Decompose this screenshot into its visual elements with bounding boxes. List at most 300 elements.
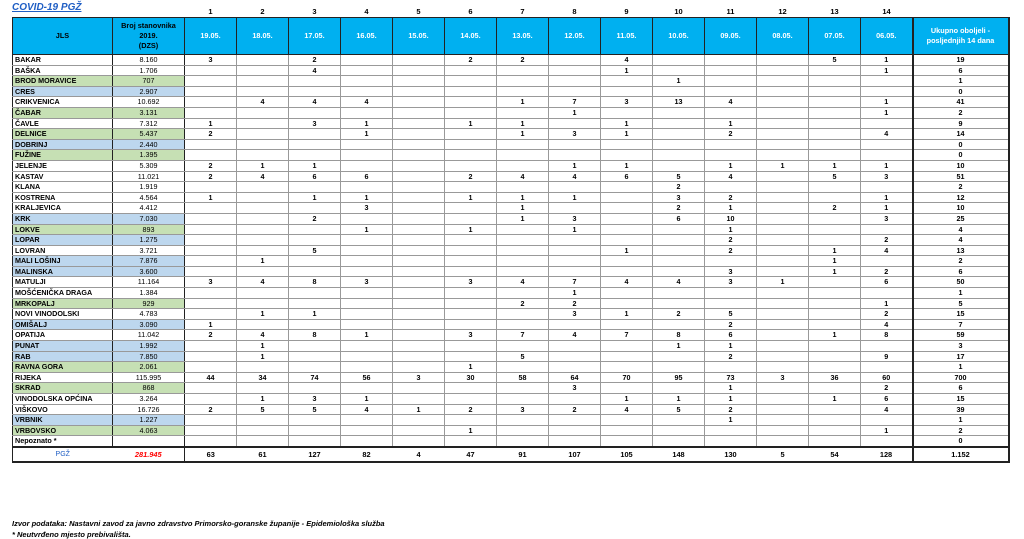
daily-cases-cell [289,150,341,161]
table-row [13,139,1009,150]
daily-cases-cell [393,266,445,277]
daily-cases-cell [705,288,757,299]
daily-cases-cell [185,298,237,309]
daily-cases-cell: 4 [705,171,757,182]
municipality-name: BAKAR [13,55,113,66]
daily-cases-cell [393,309,445,320]
daily-cases-cell: 1 [861,107,913,118]
daily-cases-cell [601,383,653,394]
daily-cases-cell [549,203,601,214]
daily-cases-cell: 2 [549,404,601,415]
daily-cases-cell [549,394,601,405]
daily-cases-cell [341,425,393,436]
daily-cases-cell [237,118,289,129]
daily-cases-cell [497,150,549,161]
daily-cases-cell: 1 [341,192,393,203]
daily-cases-cell [601,224,653,235]
daily-cases-cell [445,139,497,150]
daily-cases-cell [809,182,861,193]
daily-cases-cell: 1 [705,341,757,352]
population-value: 8.160 [113,55,185,66]
daily-cases-cell [861,256,913,267]
daily-cases-cell [289,383,341,394]
daily-cases-cell: 1 [341,394,393,405]
daily-cases-cell: 2 [705,245,757,256]
daily-cases-cell [809,436,861,447]
daily-cases-cell: 4 [601,55,653,66]
daily-cases-cell [601,203,653,214]
daily-cases-cell [393,341,445,352]
daily-cases-cell: 1 [497,118,549,129]
daily-cases-cell [237,150,289,161]
total-cases-cell: 0 [913,436,1009,447]
table-row [13,213,1009,224]
daily-cases-cell [757,319,809,330]
daily-cases-cell [341,150,393,161]
daily-cases-cell: 2 [289,213,341,224]
daily-cases-cell [185,288,237,299]
daily-cases-cell: 8 [289,277,341,288]
daily-cases-cell [185,97,237,108]
daily-cases-cell [445,65,497,76]
daily-cases-cell [601,436,653,447]
daily-cases-cell [861,118,913,129]
daily-cases-cell: 6 [861,394,913,405]
daily-cases-cell [289,425,341,436]
daily-cases-cell [861,362,913,373]
daily-cases-cell [861,341,913,352]
daily-cases-cell [653,86,705,97]
daily-cases-cell [289,224,341,235]
daily-cases-cell: 3 [185,277,237,288]
daily-cases-cell [341,65,393,76]
population-value: 5.309 [113,160,185,171]
daily-cases-cell: 2 [809,203,861,214]
daily-cases-cell [497,245,549,256]
daily-cases-cell [757,118,809,129]
daily-cases-cell: 2 [861,266,913,277]
daily-cases-cell: 3 [549,129,601,140]
daily-cases-cell: 1 [445,224,497,235]
daily-cases-cell [497,383,549,394]
daily-cases-cell [549,351,601,362]
total-header-line2: posljednjih 14 dana [926,36,995,45]
daily-cases-cell [393,277,445,288]
total-cases-cell: 15 [913,309,1009,320]
daily-cases-cell [341,235,393,246]
daily-cases-cell [549,425,601,436]
daily-cases-cell [289,341,341,352]
population-value: 4.783 [113,309,185,320]
daily-cases-cell [445,129,497,140]
daily-cases-cell [393,76,445,87]
table-row [13,129,1009,140]
daily-cases-cell [237,319,289,330]
daily-cases-cell [185,362,237,373]
total-cases-cell: 4 [913,235,1009,246]
daily-cases-cell [289,107,341,118]
day-number: 2 [260,7,265,16]
total-cases-cell: 0 [913,139,1009,150]
table-row [13,394,1009,405]
daily-cases-cell [445,203,497,214]
daily-cases-cell: 1 [601,394,653,405]
daily-cases-cell [809,341,861,352]
daily-cases-cell [185,213,237,224]
daily-cases-cell [185,65,237,76]
daily-cases-cell [237,224,289,235]
daily-cases-cell: 2 [861,383,913,394]
population-value: 2.440 [113,139,185,150]
municipality-name: OPATIJA [13,330,113,341]
daily-cases-cell [237,182,289,193]
daily-cases-cell [393,383,445,394]
municipality-name: KRK [13,213,113,224]
daily-cases-cell: 5 [497,351,549,362]
daily-cases-cell [289,351,341,362]
daily-cases-cell: 1 [705,160,757,171]
daily-cases-cell [861,150,913,161]
municipality-name: JELENJE [13,160,113,171]
daily-cases-cell: 6 [341,171,393,182]
covid-cases-table [12,6,1010,463]
daily-cases-cell [549,436,601,447]
daily-cases-cell: 2 [653,203,705,214]
population-value: 2.061 [113,362,185,373]
daily-cases-cell [809,86,861,97]
daily-cases-cell [757,97,809,108]
daily-cases-cell [393,256,445,267]
population-header [113,18,185,55]
daily-cases-cell: 1 [289,309,341,320]
daily-cases-cell [601,86,653,97]
daily-cases-cell: 1 [341,330,393,341]
daily-cases-cell [601,362,653,373]
daily-cases-cell [861,415,913,426]
day-number-spacer [913,6,1009,18]
daily-cases-cell: 5 [809,55,861,66]
municipality-name: VINODOLSKA OPĆINA [13,394,113,405]
daily-cases-cell: 4 [601,277,653,288]
daily-cases-cell [757,65,809,76]
daily-cases-cell [549,319,601,330]
total-cases-cell: 59 [913,330,1009,341]
total-cases-cell: 7 [913,319,1009,330]
sum-row [13,447,1009,462]
daily-cases-cell: 95 [653,372,705,383]
daily-cases-cell: 7 [549,97,601,108]
sum-daily-cell: 148 [653,447,705,462]
daily-cases-cell [809,351,861,362]
daily-cases-cell [237,288,289,299]
daily-cases-cell [445,235,497,246]
daily-cases-cell [393,55,445,66]
daily-cases-cell [757,203,809,214]
date-header: 09.05. [705,18,757,55]
daily-cases-cell: 4 [861,404,913,415]
daily-cases-cell: 74 [289,372,341,383]
table-row [13,341,1009,352]
daily-cases-cell [289,235,341,246]
daily-cases-cell [861,139,913,150]
daily-cases-cell: 1 [601,309,653,320]
daily-cases-cell: 7 [549,277,601,288]
date-header: 10.05. [653,18,705,55]
daily-cases-cell [185,182,237,193]
table-row [13,436,1009,447]
population-value: 115.995 [113,372,185,383]
daily-cases-cell [653,55,705,66]
table-row [13,256,1009,267]
daily-cases-cell [549,362,601,373]
daily-cases-cell: 3 [185,55,237,66]
population-value: 2.907 [113,86,185,97]
municipality-name: DELNICE [13,129,113,140]
daily-cases-cell [393,425,445,436]
daily-cases-cell [497,76,549,87]
daily-cases-cell: 3 [445,277,497,288]
daily-cases-cell [341,319,393,330]
population-header-line1: Broj stanovnika [121,21,176,30]
daily-cases-cell [705,298,757,309]
daily-cases-cell [705,425,757,436]
population-value: 1.384 [113,288,185,299]
population-value: 11.042 [113,330,185,341]
table-row [13,288,1009,299]
total-cases-cell: 25 [913,213,1009,224]
daily-cases-cell: 3 [861,171,913,182]
daily-cases-cell [653,383,705,394]
table-row [13,65,1009,76]
footnote: * Neutvrđeno mjesto prebivališta. [12,530,131,539]
daily-cases-cell: 1 [861,65,913,76]
daily-cases-cell [705,107,757,118]
table-row [13,277,1009,288]
daily-cases-cell [445,436,497,447]
municipality-name: SKRAD [13,383,113,394]
daily-cases-cell [705,76,757,87]
daily-cases-cell: 3 [705,266,757,277]
population-value: 1.395 [113,150,185,161]
daily-cases-cell [549,150,601,161]
daily-cases-cell [185,224,237,235]
daily-cases-cell [341,107,393,118]
daily-cases-cell: 1 [757,160,809,171]
daily-cases-cell [861,224,913,235]
daily-cases-cell [445,86,497,97]
table-row [13,86,1009,97]
daily-cases-cell [185,266,237,277]
daily-cases-cell: 1 [289,192,341,203]
table-row [13,309,1009,320]
daily-cases-cell [445,213,497,224]
daily-cases-cell: 1 [705,394,757,405]
daily-cases-cell [497,160,549,171]
daily-cases-cell [601,76,653,87]
daily-cases-cell: 3 [549,383,601,394]
daily-cases-cell [393,65,445,76]
daily-cases-cell [601,192,653,203]
daily-cases-cell: 1 [705,118,757,129]
daily-cases-cell: 36 [809,372,861,383]
population-header-line3: (DZS) [138,41,159,50]
daily-cases-cell [809,298,861,309]
daily-cases-cell [445,245,497,256]
daily-cases-cell [237,298,289,309]
municipality-name: Nepoznato * [13,436,113,447]
population-value: 3.264 [113,394,185,405]
population-value: 3.600 [113,266,185,277]
daily-cases-cell: 1 [861,192,913,203]
daily-cases-cell [393,129,445,140]
daily-cases-cell: 9 [861,351,913,362]
daily-cases-cell: 1 [497,129,549,140]
table-row [13,351,1009,362]
population-value: 3.131 [113,107,185,118]
total-cases-cell: 10 [913,203,1009,214]
daily-cases-cell: 60 [861,372,913,383]
daily-cases-cell: 7 [497,330,549,341]
daily-cases-cell: 2 [185,129,237,140]
total-cases-cell: 1 [913,288,1009,299]
daily-cases-cell [497,235,549,246]
daily-cases-cell: 2 [705,129,757,140]
table-row [13,404,1009,415]
daily-cases-cell [653,150,705,161]
municipality-name: LOKVE [13,224,113,235]
population-value: 10.692 [113,97,185,108]
daily-cases-cell: 2 [705,192,757,203]
table-row [13,383,1009,394]
municipality-name: MALINSKA [13,266,113,277]
daily-cases-cell: 1 [549,288,601,299]
sum-daily-cell: 5 [757,447,809,462]
daily-cases-cell [757,129,809,140]
source-note: Izvor podataka: Nastavni zavod za javno zdravstvo Primorsko-goranske županije - Epidemiološka služba [12,519,385,528]
daily-cases-cell: 2 [185,404,237,415]
daily-cases-cell [757,330,809,341]
daily-cases-cell [705,86,757,97]
daily-cases-cell [653,235,705,246]
daily-cases-cell: 1 [809,330,861,341]
daily-cases-cell [861,288,913,299]
daily-cases-cell [341,76,393,87]
daily-cases-cell: 1 [809,394,861,405]
daily-cases-cell [809,224,861,235]
population-value: 11.021 [113,171,185,182]
daily-cases-cell [549,55,601,66]
daily-cases-cell [705,139,757,150]
daily-cases-cell: 8 [289,330,341,341]
daily-cases-cell [185,139,237,150]
daily-cases-cell [185,107,237,118]
daily-cases-cell: 6 [601,171,653,182]
date-header: 19.05. [185,18,237,55]
daily-cases-cell [809,383,861,394]
daily-cases-cell [237,245,289,256]
day-number-row [13,6,1009,18]
daily-cases-cell [445,383,497,394]
daily-cases-cell [445,351,497,362]
daily-cases-cell [185,76,237,87]
table-row [13,192,1009,203]
sum-label: PGŽ [13,447,113,462]
daily-cases-cell [601,415,653,426]
date-header: 08.05. [757,18,809,55]
daily-cases-cell [393,235,445,246]
population-value: 5.437 [113,129,185,140]
population-value: 707 [113,76,185,87]
daily-cases-cell [237,213,289,224]
sum-daily-cell: 47 [445,447,497,462]
daily-cases-cell [497,139,549,150]
daily-cases-cell [809,288,861,299]
daily-cases-cell [289,129,341,140]
daily-cases-cell [809,150,861,161]
daily-cases-cell: 1 [861,203,913,214]
daily-cases-cell [445,150,497,161]
daily-cases-cell: 1 [601,160,653,171]
daily-cases-cell [393,97,445,108]
daily-cases-cell: 4 [497,171,549,182]
header-row [13,18,1009,55]
daily-cases-cell [549,182,601,193]
daily-cases-cell: 3 [653,192,705,203]
daily-cases-cell: 2 [861,235,913,246]
table-row [13,224,1009,235]
day-number: 4 [364,7,369,16]
daily-cases-cell [341,288,393,299]
daily-cases-cell: 2 [705,404,757,415]
daily-cases-cell: 1 [237,309,289,320]
daily-cases-cell [289,362,341,373]
daily-cases-cell: 1 [861,425,913,436]
total-cases-cell: 9 [913,118,1009,129]
daily-cases-cell [653,224,705,235]
daily-cases-cell: 2 [497,55,549,66]
daily-cases-cell [393,118,445,129]
daily-cases-cell [757,224,809,235]
date-header: 16.05. [341,18,393,55]
sum-daily-cell: 107 [549,447,601,462]
day-number: 3 [312,7,317,16]
municipality-name: DOBRINJ [13,139,113,150]
daily-cases-cell: 1 [549,224,601,235]
table-row [13,118,1009,129]
daily-cases-cell [757,341,809,352]
daily-cases-cell [237,362,289,373]
daily-cases-cell: 2 [185,330,237,341]
daily-cases-cell: 10 [705,213,757,224]
table-row [13,266,1009,277]
sum-daily-cell: 130 [705,447,757,462]
page-title: COVID-19 PGŽ [12,2,82,13]
daily-cases-cell [549,86,601,97]
daily-cases-cell [653,139,705,150]
daily-cases-cell [809,309,861,320]
municipality-name: KOSTRENA [13,192,113,203]
daily-cases-cell [497,362,549,373]
daily-cases-cell [445,298,497,309]
daily-cases-cell [341,415,393,426]
population-value: 7.030 [113,213,185,224]
daily-cases-cell: 1 [393,404,445,415]
daily-cases-cell [445,76,497,87]
daily-cases-cell [757,415,809,426]
daily-cases-cell [237,139,289,150]
daily-cases-cell [653,362,705,373]
daily-cases-cell [393,245,445,256]
